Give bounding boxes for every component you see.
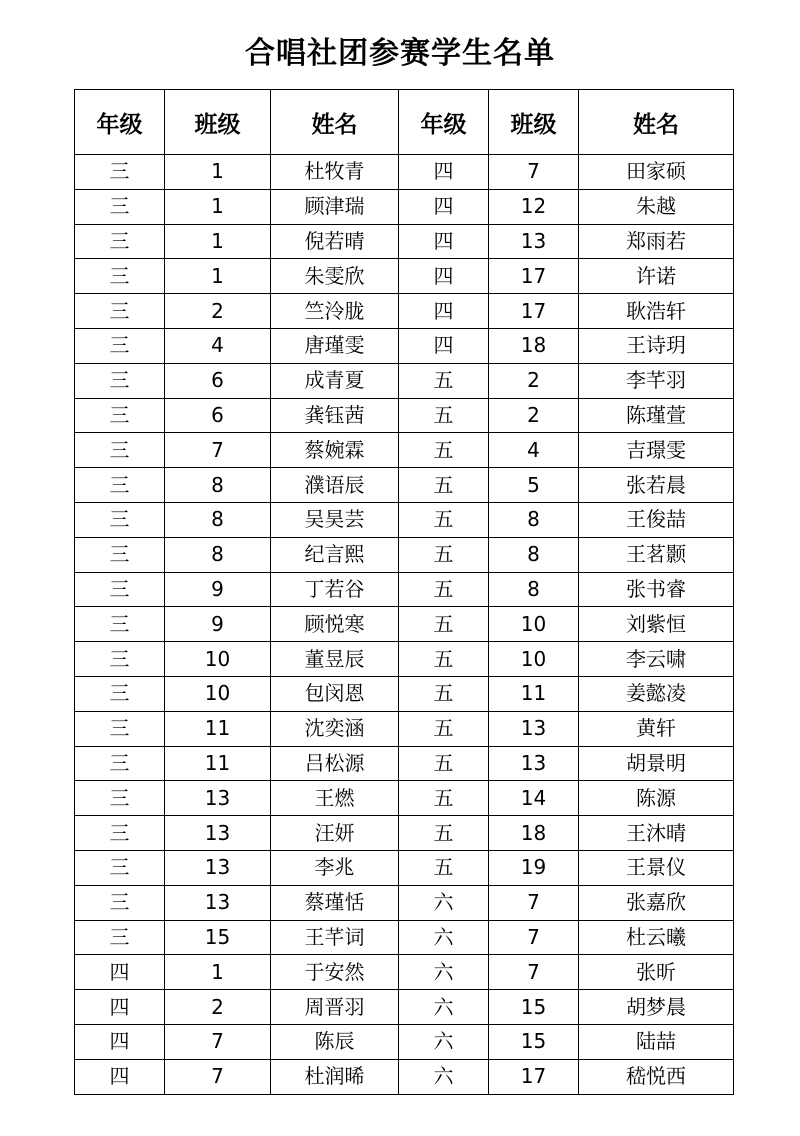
class-cell: 8 bbox=[165, 537, 271, 572]
grade-cell: 五 bbox=[399, 711, 489, 746]
grade-cell: 五 bbox=[399, 781, 489, 816]
name-cell: 顾悦寒 bbox=[271, 607, 399, 642]
table-row bbox=[75, 468, 734, 503]
name-cell: 吴昊芸 bbox=[271, 502, 399, 537]
class-cell: 13 bbox=[165, 816, 271, 851]
class-cell: 8 bbox=[489, 572, 579, 607]
name-cell: 王沐晴 bbox=[579, 816, 734, 851]
name-cell: 吕松源 bbox=[271, 746, 399, 781]
name-cell: 黄轩 bbox=[579, 711, 734, 746]
grade-cell: 四 bbox=[75, 1059, 165, 1094]
name-cell: 濮语辰 bbox=[271, 468, 399, 503]
grade-cell: 三 bbox=[75, 328, 165, 363]
class-cell: 9 bbox=[165, 607, 271, 642]
table-row bbox=[75, 955, 734, 990]
name-cell: 杜牧青 bbox=[271, 155, 399, 190]
roster-table bbox=[74, 89, 734, 1095]
name-cell: 胡景明 bbox=[579, 746, 734, 781]
grade-cell: 五 bbox=[399, 433, 489, 468]
grade-cell: 三 bbox=[75, 398, 165, 433]
class-cell: 8 bbox=[165, 468, 271, 503]
table-row bbox=[75, 155, 734, 190]
class-cell: 13 bbox=[165, 781, 271, 816]
class-cell: 7 bbox=[165, 433, 271, 468]
grade-cell: 三 bbox=[75, 920, 165, 955]
name-cell: 陈瑾萱 bbox=[579, 398, 734, 433]
class-cell: 19 bbox=[489, 850, 579, 885]
grade-cell: 五 bbox=[399, 850, 489, 885]
class-cell: 2 bbox=[165, 990, 271, 1025]
class-cell: 1 bbox=[165, 189, 271, 224]
class-cell: 7 bbox=[489, 155, 579, 190]
table-row bbox=[75, 502, 734, 537]
class-cell: 7 bbox=[489, 955, 579, 990]
class-cell: 1 bbox=[165, 155, 271, 190]
grade-cell: 五 bbox=[399, 537, 489, 572]
class-cell: 17 bbox=[489, 259, 579, 294]
grade-cell: 五 bbox=[399, 468, 489, 503]
grade-cell: 三 bbox=[75, 816, 165, 851]
class-cell: 15 bbox=[165, 920, 271, 955]
class-cell: 17 bbox=[489, 294, 579, 329]
grade-cell: 三 bbox=[75, 642, 165, 677]
table-row bbox=[75, 885, 734, 920]
grade-cell: 五 bbox=[399, 572, 489, 607]
grade-cell: 四 bbox=[399, 155, 489, 190]
grade-cell: 三 bbox=[75, 189, 165, 224]
header-name: 姓名 bbox=[271, 90, 399, 155]
class-cell: 10 bbox=[165, 676, 271, 711]
name-cell: 陈辰 bbox=[271, 1024, 399, 1059]
page-title: 合唱社团参赛学生名单 bbox=[245, 36, 555, 71]
grade-cell: 三 bbox=[75, 502, 165, 537]
table-row bbox=[75, 711, 734, 746]
name-cell: 李兆 bbox=[271, 850, 399, 885]
class-cell: 4 bbox=[165, 328, 271, 363]
grade-cell: 六 bbox=[399, 885, 489, 920]
grade-cell: 五 bbox=[399, 816, 489, 851]
class-cell: 13 bbox=[489, 746, 579, 781]
grade-cell: 五 bbox=[399, 746, 489, 781]
class-cell: 7 bbox=[489, 885, 579, 920]
name-cell: 张昕 bbox=[579, 955, 734, 990]
table-row bbox=[75, 1059, 734, 1094]
grade-cell: 三 bbox=[75, 224, 165, 259]
name-cell: 李云啸 bbox=[579, 642, 734, 677]
grade-cell: 三 bbox=[75, 433, 165, 468]
name-cell: 周晋羽 bbox=[271, 990, 399, 1025]
grade-cell: 三 bbox=[75, 711, 165, 746]
class-cell: 11 bbox=[489, 676, 579, 711]
name-cell: 田家硕 bbox=[579, 155, 734, 190]
name-cell: 李芊羽 bbox=[579, 363, 734, 398]
name-cell: 张若晨 bbox=[579, 468, 734, 503]
class-cell: 15 bbox=[489, 1024, 579, 1059]
grade-cell: 六 bbox=[399, 1059, 489, 1094]
name-cell: 朱雯欣 bbox=[271, 259, 399, 294]
name-cell: 刘紫恒 bbox=[579, 607, 734, 642]
table-row bbox=[75, 607, 734, 642]
table-row bbox=[75, 642, 734, 677]
grade-cell: 五 bbox=[399, 363, 489, 398]
class-cell: 2 bbox=[489, 398, 579, 433]
grade-cell: 四 bbox=[399, 189, 489, 224]
grade-cell: 三 bbox=[75, 294, 165, 329]
name-cell: 顾津瑞 bbox=[271, 189, 399, 224]
name-cell: 沈奕涵 bbox=[271, 711, 399, 746]
grade-cell: 四 bbox=[399, 328, 489, 363]
class-cell: 8 bbox=[165, 502, 271, 537]
grade-cell: 六 bbox=[399, 920, 489, 955]
class-cell: 12 bbox=[489, 189, 579, 224]
grade-cell: 五 bbox=[399, 642, 489, 677]
grade-cell: 五 bbox=[399, 398, 489, 433]
name-cell: 吉璟雯 bbox=[579, 433, 734, 468]
grade-cell: 四 bbox=[75, 1024, 165, 1059]
name-cell: 杜云曦 bbox=[579, 920, 734, 955]
class-cell: 5 bbox=[489, 468, 579, 503]
name-cell: 姜懿凌 bbox=[579, 676, 734, 711]
grade-cell: 三 bbox=[75, 607, 165, 642]
class-cell: 11 bbox=[165, 711, 271, 746]
grade-cell: 六 bbox=[399, 955, 489, 990]
table-row bbox=[75, 572, 734, 607]
name-cell: 许诺 bbox=[579, 259, 734, 294]
header-grade: 年级 bbox=[75, 90, 165, 155]
table-row bbox=[75, 363, 734, 398]
class-cell: 7 bbox=[489, 920, 579, 955]
class-cell: 9 bbox=[165, 572, 271, 607]
grade-cell: 三 bbox=[75, 850, 165, 885]
grade-cell: 三 bbox=[75, 572, 165, 607]
header-row bbox=[75, 90, 734, 155]
grade-cell: 六 bbox=[399, 1024, 489, 1059]
grade-cell: 三 bbox=[75, 781, 165, 816]
table-row bbox=[75, 433, 734, 468]
grade-cell: 三 bbox=[75, 259, 165, 294]
name-cell: 王芊词 bbox=[271, 920, 399, 955]
name-cell: 蔡婉霖 bbox=[271, 433, 399, 468]
class-cell: 10 bbox=[489, 607, 579, 642]
roster-body bbox=[75, 155, 734, 1095]
class-cell: 6 bbox=[165, 398, 271, 433]
table-row bbox=[75, 398, 734, 433]
grade-cell: 五 bbox=[399, 676, 489, 711]
table-row bbox=[75, 294, 734, 329]
name-cell: 陆喆 bbox=[579, 1024, 734, 1059]
name-cell: 张嘉欣 bbox=[579, 885, 734, 920]
class-cell: 10 bbox=[165, 642, 271, 677]
name-cell: 耿浩轩 bbox=[579, 294, 734, 329]
name-cell: 唐瑾雯 bbox=[271, 328, 399, 363]
name-cell: 董昱辰 bbox=[271, 642, 399, 677]
grade-cell: 四 bbox=[399, 294, 489, 329]
class-cell: 13 bbox=[489, 711, 579, 746]
table-row bbox=[75, 746, 734, 781]
table-row bbox=[75, 920, 734, 955]
name-cell: 倪若晴 bbox=[271, 224, 399, 259]
grade-cell: 三 bbox=[75, 676, 165, 711]
class-cell: 13 bbox=[489, 224, 579, 259]
table-row bbox=[75, 676, 734, 711]
header-class: 班级 bbox=[489, 90, 579, 155]
name-cell: 朱越 bbox=[579, 189, 734, 224]
class-cell: 11 bbox=[165, 746, 271, 781]
name-cell: 于安然 bbox=[271, 955, 399, 990]
class-cell: 1 bbox=[165, 955, 271, 990]
name-cell: 成青夏 bbox=[271, 363, 399, 398]
name-cell: 王诗玥 bbox=[579, 328, 734, 363]
class-cell: 15 bbox=[489, 990, 579, 1025]
grade-cell: 四 bbox=[399, 259, 489, 294]
grade-cell: 五 bbox=[399, 607, 489, 642]
name-cell: 王俊喆 bbox=[579, 502, 734, 537]
class-cell: 6 bbox=[165, 363, 271, 398]
name-cell: 龚钰茜 bbox=[271, 398, 399, 433]
class-cell: 1 bbox=[165, 259, 271, 294]
name-cell: 陈源 bbox=[579, 781, 734, 816]
table-row bbox=[75, 850, 734, 885]
table-row bbox=[75, 328, 734, 363]
name-cell: 蔡瑾恬 bbox=[271, 885, 399, 920]
grade-cell: 三 bbox=[75, 746, 165, 781]
table-row bbox=[75, 189, 734, 224]
class-cell: 13 bbox=[165, 885, 271, 920]
class-cell: 18 bbox=[489, 816, 579, 851]
grade-cell: 四 bbox=[399, 224, 489, 259]
grade-cell: 三 bbox=[75, 363, 165, 398]
name-cell: 杜润晞 bbox=[271, 1059, 399, 1094]
table-row bbox=[75, 259, 734, 294]
class-cell: 7 bbox=[165, 1024, 271, 1059]
name-cell: 纪言熙 bbox=[271, 537, 399, 572]
grade-cell: 三 bbox=[75, 537, 165, 572]
class-cell: 8 bbox=[489, 537, 579, 572]
grade-cell: 三 bbox=[75, 155, 165, 190]
header-grade: 年级 bbox=[399, 90, 489, 155]
name-cell: 竺泠胧 bbox=[271, 294, 399, 329]
header-class: 班级 bbox=[165, 90, 271, 155]
class-cell: 4 bbox=[489, 433, 579, 468]
table-row bbox=[75, 1024, 734, 1059]
name-cell: 王燃 bbox=[271, 781, 399, 816]
name-cell: 汪妍 bbox=[271, 816, 399, 851]
class-cell: 1 bbox=[165, 224, 271, 259]
class-cell: 18 bbox=[489, 328, 579, 363]
name-cell: 郑雨若 bbox=[579, 224, 734, 259]
header-name: 姓名 bbox=[579, 90, 734, 155]
class-cell: 10 bbox=[489, 642, 579, 677]
class-cell: 13 bbox=[165, 850, 271, 885]
grade-cell: 五 bbox=[399, 502, 489, 537]
name-cell: 嵇悦西 bbox=[579, 1059, 734, 1094]
name-cell: 丁若谷 bbox=[271, 572, 399, 607]
class-cell: 2 bbox=[165, 294, 271, 329]
class-cell: 14 bbox=[489, 781, 579, 816]
name-cell: 包闵恩 bbox=[271, 676, 399, 711]
table-row bbox=[75, 816, 734, 851]
table-row bbox=[75, 781, 734, 816]
grade-cell: 四 bbox=[75, 990, 165, 1025]
class-cell: 17 bbox=[489, 1059, 579, 1094]
grade-cell: 六 bbox=[399, 990, 489, 1025]
table-row bbox=[75, 224, 734, 259]
grade-cell: 三 bbox=[75, 885, 165, 920]
table-row bbox=[75, 990, 734, 1025]
name-cell: 张书睿 bbox=[579, 572, 734, 607]
name-cell: 王景仪 bbox=[579, 850, 734, 885]
name-cell: 胡梦晨 bbox=[579, 990, 734, 1025]
grade-cell: 四 bbox=[75, 955, 165, 990]
table-row bbox=[75, 537, 734, 572]
class-cell: 7 bbox=[165, 1059, 271, 1094]
class-cell: 8 bbox=[489, 502, 579, 537]
grade-cell: 三 bbox=[75, 468, 165, 503]
name-cell: 王茗颢 bbox=[579, 537, 734, 572]
class-cell: 2 bbox=[489, 363, 579, 398]
